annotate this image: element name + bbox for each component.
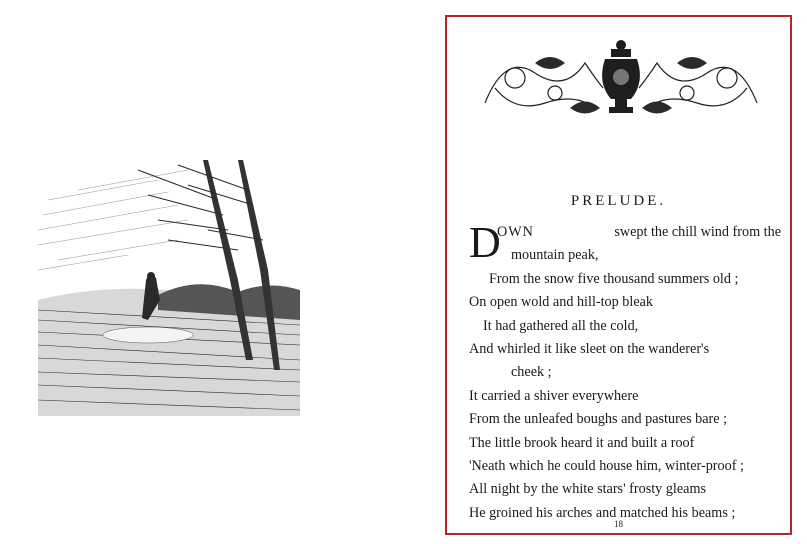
page-number: 18 — [614, 519, 623, 529]
poem-line: cheek ; — [511, 364, 552, 381]
poem-title: PRELUDE. — [570, 193, 667, 209]
first-line-rest: swept the chill wind from the — [614, 224, 781, 240]
poem-line: mountain peak, — [511, 247, 599, 264]
drop-cap: D — [469, 218, 501, 267]
poem-text — [469, 218, 781, 525]
poem-line: 'Neath which he could house him, winter-proof ; — [469, 457, 744, 474]
book-page — [445, 15, 792, 535]
poem-line: He groined his arches and matched his beams ; — [469, 504, 736, 521]
urn-ornament-headpiece — [475, 33, 767, 129]
poem-line: It carried a shiver everywhere — [469, 387, 639, 404]
poem-line: From the unleafed boughs and pastures bare ; — [469, 411, 728, 428]
poem-line: And whirled it like sleet on the wanderer's — [469, 340, 710, 357]
poem-line: All night by the white stars' frosty gleams — [469, 481, 707, 498]
poem-line: It had gathered all the cold, — [483, 317, 639, 334]
first-word-smallcaps: OWN — [497, 224, 534, 240]
poem-line: On open wold and hill-top bleak — [469, 294, 654, 311]
poem-line: From the snow five thousand summers old ; — [489, 270, 739, 287]
poem-line: The little brook heard it and built a roof — [469, 434, 695, 451]
landscape-engraving — [38, 160, 300, 416]
